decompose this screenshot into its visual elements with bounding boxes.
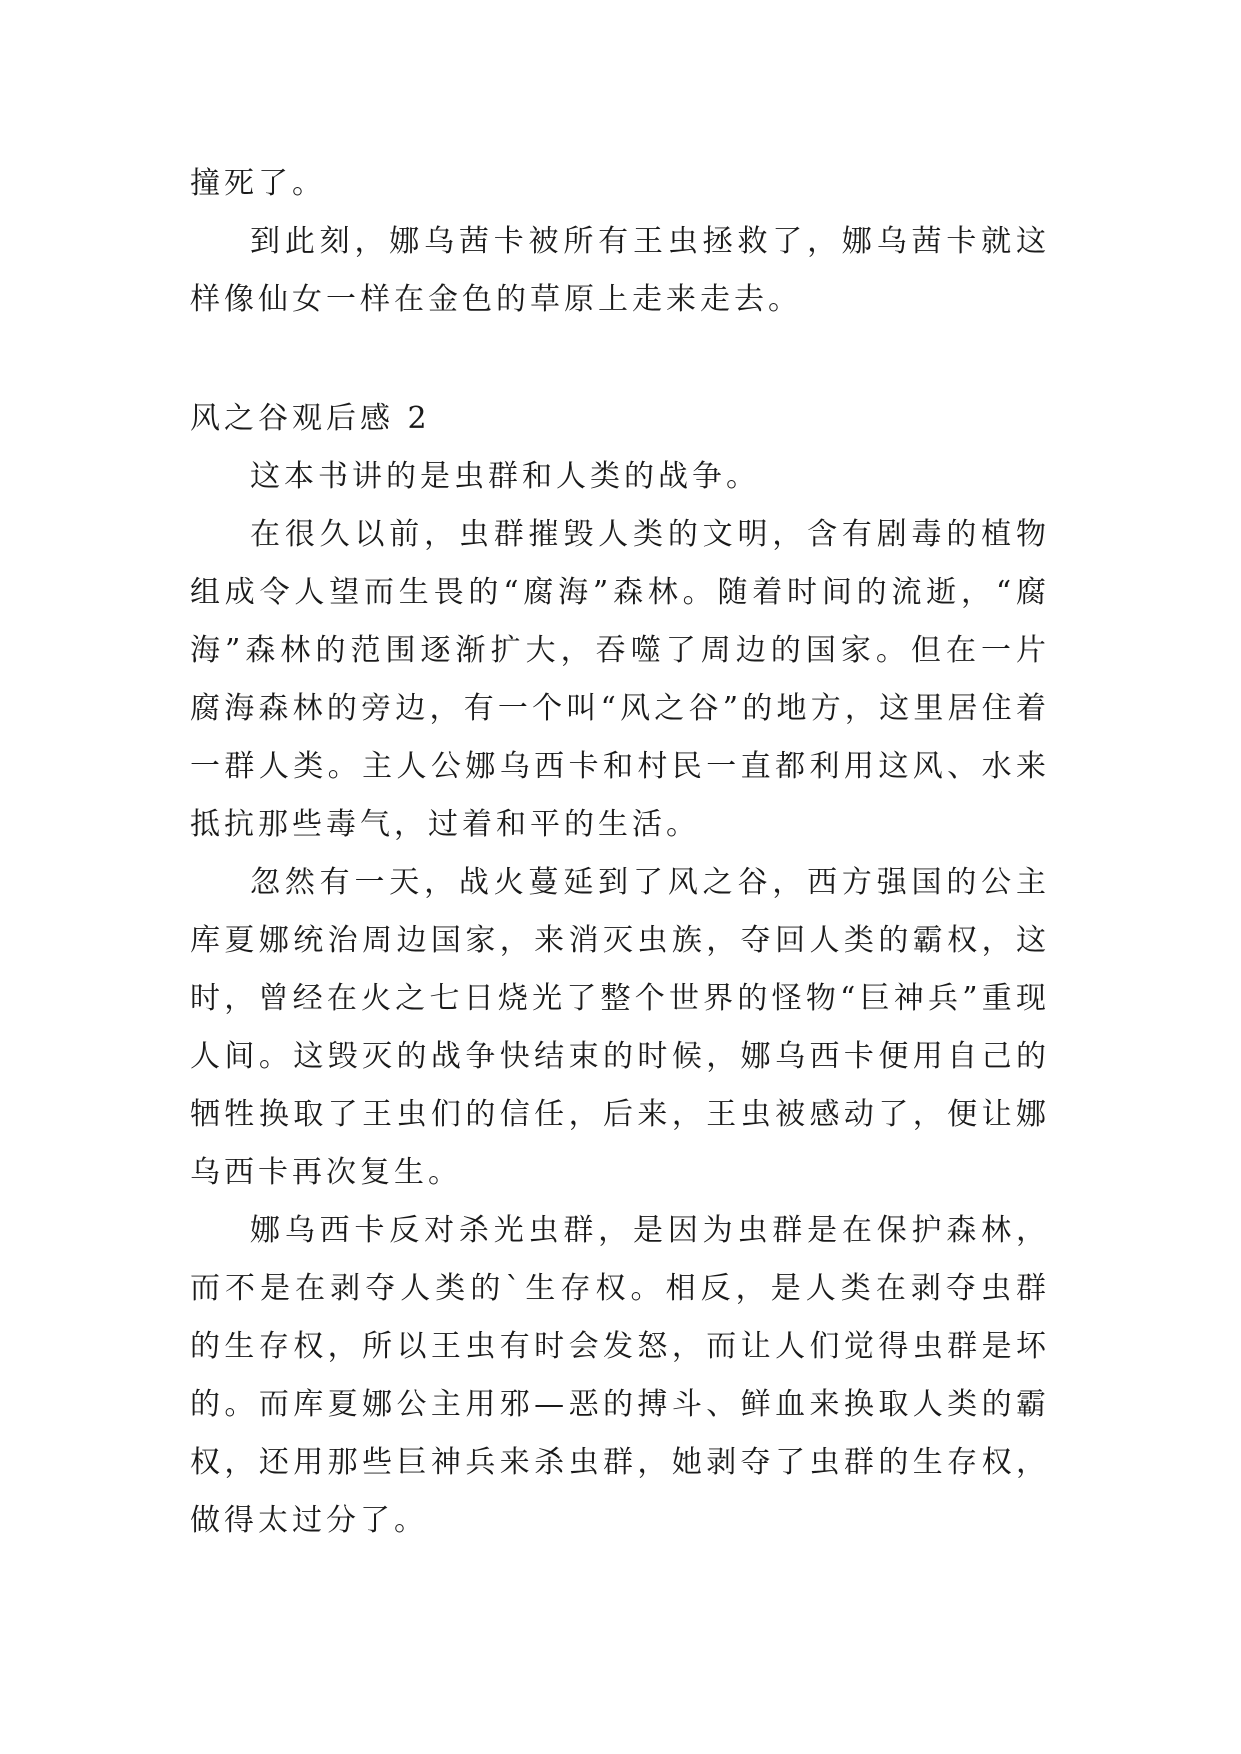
section-heading-block bbox=[190, 390, 1050, 448]
continuation-paragraph: 撞死了。 bbox=[190, 166, 326, 201]
body-paragraph-2: 在很久以前，虫群摧毁人类的文明，含有剧毒的植物组成令人望而生畏的“腐海”森林。随着时间的流逝，“腐海”森林的范围逐渐扩大，吞噬了周边的国家。但在一片腐海森林的旁边，有一个叫“风之谷”的地方，这里居住着一群人类。主人公娜乌西卡和村民一直都利用这风、水来抵抗那些毒气，过着和平的生活。 bbox=[190, 517, 1050, 842]
body-paragraph-1: 这本书讲的是虫群和人类的战争。 bbox=[250, 459, 760, 494]
closing-paragraph: 到此刻，娜乌茜卡被所有王虫拯救了，娜乌茜卡就这样像仙女一样在金色的草原上走来走去。 bbox=[190, 224, 1050, 317]
top-text-block bbox=[190, 155, 1050, 329]
body-paragraph-3: 忽然有一天，战火蔓延到了风之谷，西方强国的公主库夏娜统治周边国家，来消灭虫族，夺回人类的霸权，这时，曾经在火之七日烧光了整个世界的怪物“巨神兵”重现人间。这毁灭的战争快结束的时候，娜乌西卡便用自己的牺牲换取了王虫们的信任，后来，王虫被感动了，便让娜乌西卡再次复生。 bbox=[190, 865, 1050, 1190]
section-heading: 风之谷观后感 2 bbox=[190, 401, 431, 436]
section-body bbox=[190, 448, 1050, 1550]
body-paragraph-4: 娜乌西卡反对杀光虫群，是因为虫群是在保护森林，而不是在剥夺人类的`生存权。相反，是人类在剥夺虫群的生存权，所以王虫有时会发怒，而让人们觉得虫群是坏的。而库夏娜公主用邪—恶的搏斗、鲜血来换取人类的霸权，还用那些巨神兵来杀虫群，她剥夺了虫群的生存权，做得太过分了。 bbox=[190, 1213, 1050, 1538]
